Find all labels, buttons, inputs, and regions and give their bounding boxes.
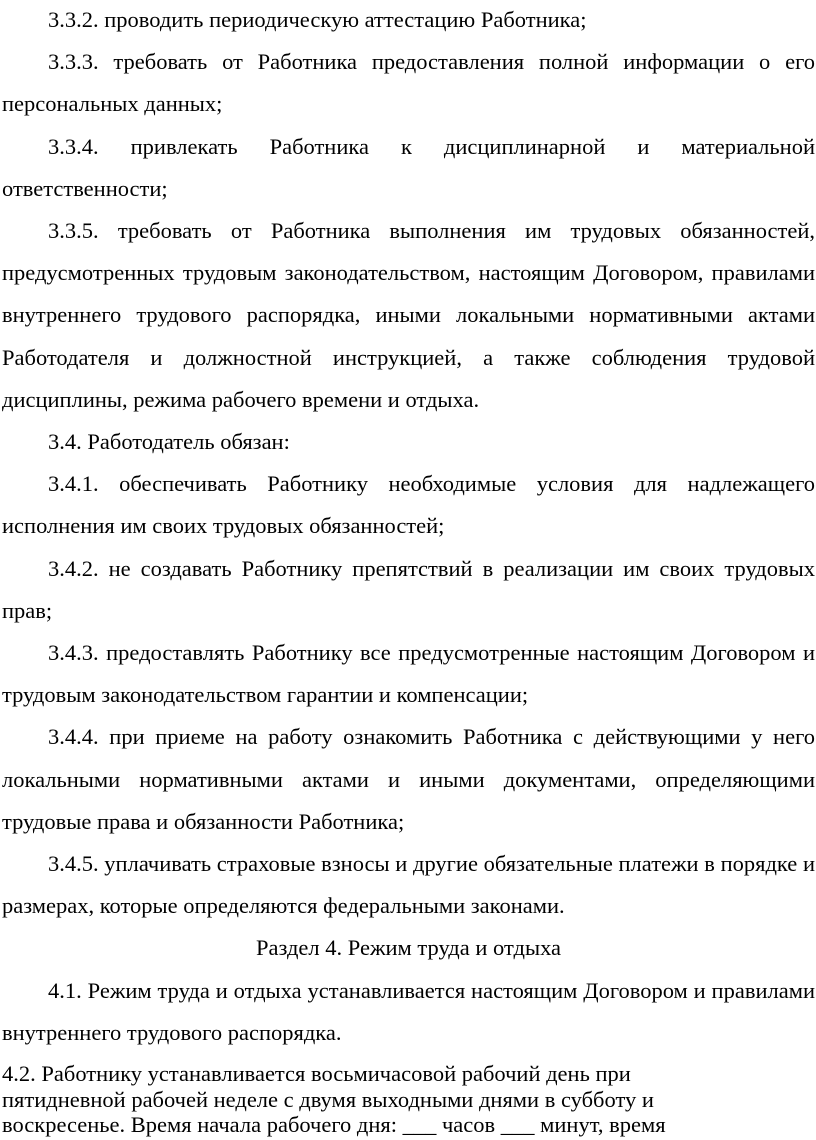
clause-4-2-line: 4.2. Работнику устанавливается восьмичасовой рабочий день при [2, 1061, 631, 1087]
clause-3-4-2: 3.4.2. не создавать Работнику препятствий в реализации им своих трудовых прав; [2, 555, 815, 623]
clause-3-3-4: 3.3.4. привлекать Работника к дисциплинарной и материальной ответственности; [2, 133, 815, 201]
clause-3-4-4: 3.4.4. при приеме на работу ознакомить Работника с действующими у него локальными нормативными актами и иными документами, определяющими трудовые права и обязанности Работника; [2, 724, 815, 834]
section-heading: Раздел 4. Режим труда и отдыха [255, 935, 562, 961]
clause-3-4-5: 3.4.5. уплачивать страховые взносы и другие обязательные платежи в порядке и размерах, которые определяются федеральными законами. [2, 851, 815, 919]
clause-4-1: 4.1. Режим труда и отдыха устанавливается настоящим Договором и правилами внутреннего трудового распорядка. [2, 977, 815, 1045]
clause-3-4: 3.4. Работодатель обязан: [48, 429, 290, 455]
clause-4-2-line: пятидневной рабочей неделе с двумя выходными днями в субботу и [2, 1086, 654, 1112]
clause-3-3-2: 3.3.2. проводить периодическую аттестацию Работника; [48, 7, 587, 32]
clause-4-2-line: воскресенье. Время начала рабочего дня: ___ часов ___ минут, время [2, 1112, 666, 1138]
clause-3-3-5: 3.3.5. требовать от Работника выполнения им трудовых обязанностей, предусмотренных трудовым законодательством, настоящим Договором, правилами внутреннего трудового распорядка, иными локальными нормативными актами Работодателя и должностной инструкцией, а также соблюдения трудовой дисциплины, режима рабочего времени и отдыха. [2, 218, 815, 412]
clause-3-4-3: 3.4.3. предоставлять Работнику все предусмотренные настоящим Договором и трудовым законодательством гарантии и компенсации; [2, 640, 815, 708]
clause-3-4-1: 3.4.1. обеспечивать Работнику необходимые условия для надлежащего исполнения им своих трудовых обязанностей; [2, 471, 815, 539]
clause-3-3-3: 3.3.3. требовать от Работника предоставления полной информации о его персональных данных; [2, 49, 815, 117]
clause-4-2-block [2, 1061, 815, 1138]
